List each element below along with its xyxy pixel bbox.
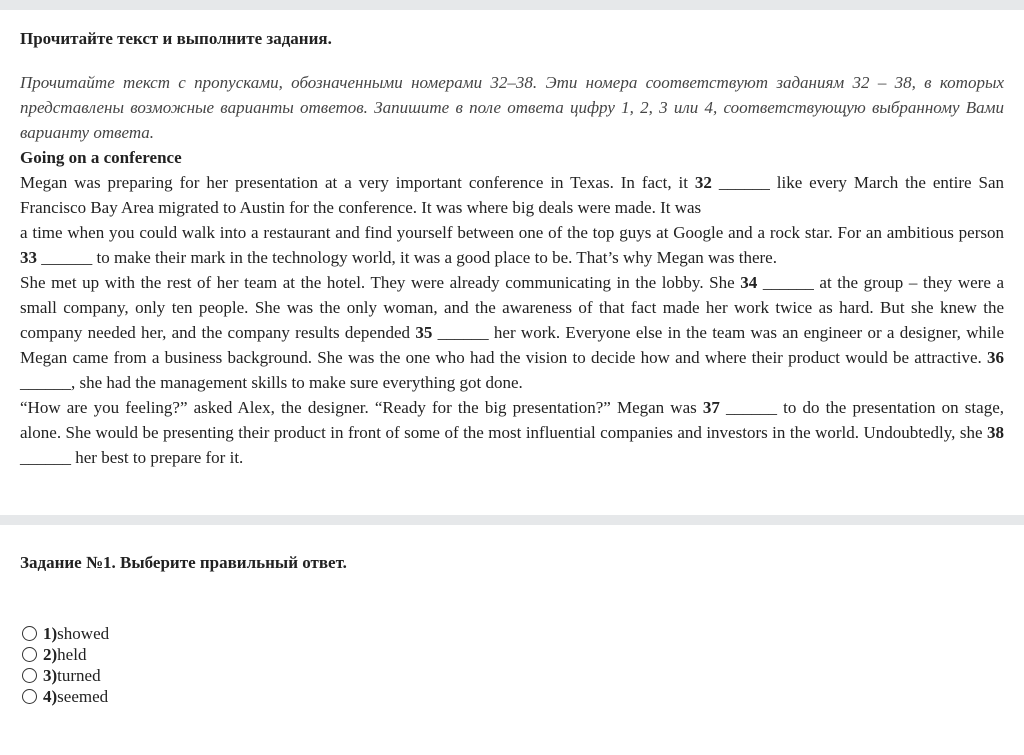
passage-paragraph [20,270,1004,395]
passage-text: ______ her work. Everyone else in the team was an engineer or a designer, while Megan came from a business background. She was the one who had the vision to decide how and where their product would be attractive. [20,323,1004,367]
passage-paragraph [20,395,1004,470]
option-label: showed [57,623,110,643]
answer-option-2[interactable] [20,644,1004,665]
passage-text: ______ at the group – they were a small company, only ten people. She was the only woman, and the awareness of that fact made her work twice as hard. But she knew the company needed her, and the company results depended [20,273,1004,342]
option-number: 4) [43,686,58,706]
option-number: 1) [43,623,58,643]
gap-number: 38 [987,423,1004,442]
radio-button[interactable] [22,689,37,704]
answer-option-1[interactable] [20,623,1004,644]
question-section [0,525,1024,707]
passage-text: ______ her best to prepare for it. [20,448,244,467]
gap-number: 33 [20,248,37,267]
passage-text: ______ to make their mark in the technology world, it was a good place to be. That’s why Megan was there. [37,248,777,267]
passage-text: “How are you feeling?” asked Alex, the designer. “Ready for the big presentation?” Megan was [20,398,703,417]
passage-title: Going on a conference [20,148,182,167]
option-label: seemed [57,686,109,706]
option-number: 3) [43,665,58,685]
passage-paragraph [20,220,1004,270]
gap-number: 34 [740,273,758,292]
gap-number: 35 [415,323,433,342]
gap-number: 36 [987,348,1004,367]
option-label: held [57,644,87,664]
section-divider [0,515,1024,525]
passage [20,145,1004,470]
page-title: Прочитайте текст и выполните задания. [20,29,332,48]
answer-option-3[interactable] [20,665,1004,686]
passage-text: She met up with the rest of her team at the hotel. They were already communicating in the lobby. She [20,273,741,292]
option-label: turned [57,665,101,685]
question-title: Задание №1. Выберите правильный ответ. [20,553,347,572]
answer-options [20,623,1004,707]
passage-paragraph [20,170,1004,220]
passage-text: ______ to do the presentation on stage, alone. She would be presenting their product in front of some of the most influential companies and investors in the world. Undoubtedly, she [20,398,1004,442]
radio-button[interactable] [22,668,37,683]
option-number: 2) [43,644,58,664]
passage-text: Megan was preparing for her presentation at a very important conference in Texas. In fact, it [20,173,695,192]
task-section [0,10,1024,470]
gap-number: 37 [702,398,720,417]
passage-text: ______ like every March the entire San Francisco Bay Area migrated to Austin for the conference. It was where big deals were made. It was [20,173,1004,217]
passage-text: ______, she had the management skills to make sure everything got done. [20,373,523,392]
instructions-text: Прочитайте текст с пропусками, обозначенными номерами 32–38. Эти номера соответствуют заданиям 32 – 38, в которых представлены возможные варианты ответов. Запишите в поле ответа цифру 1, 2, 3 или 4, соответствующую выбранному Вами варианту ответа. [20,73,1004,142]
passage-text: a time when you could walk into a restaurant and find yourself between one of the top guys at Google and a rock star. For an ambitious person [20,223,1004,242]
radio-button[interactable] [22,626,37,641]
top-bar [0,0,1024,10]
answer-option-4[interactable] [20,686,1004,707]
radio-button[interactable] [22,647,37,662]
gap-number: 32 [694,173,712,192]
